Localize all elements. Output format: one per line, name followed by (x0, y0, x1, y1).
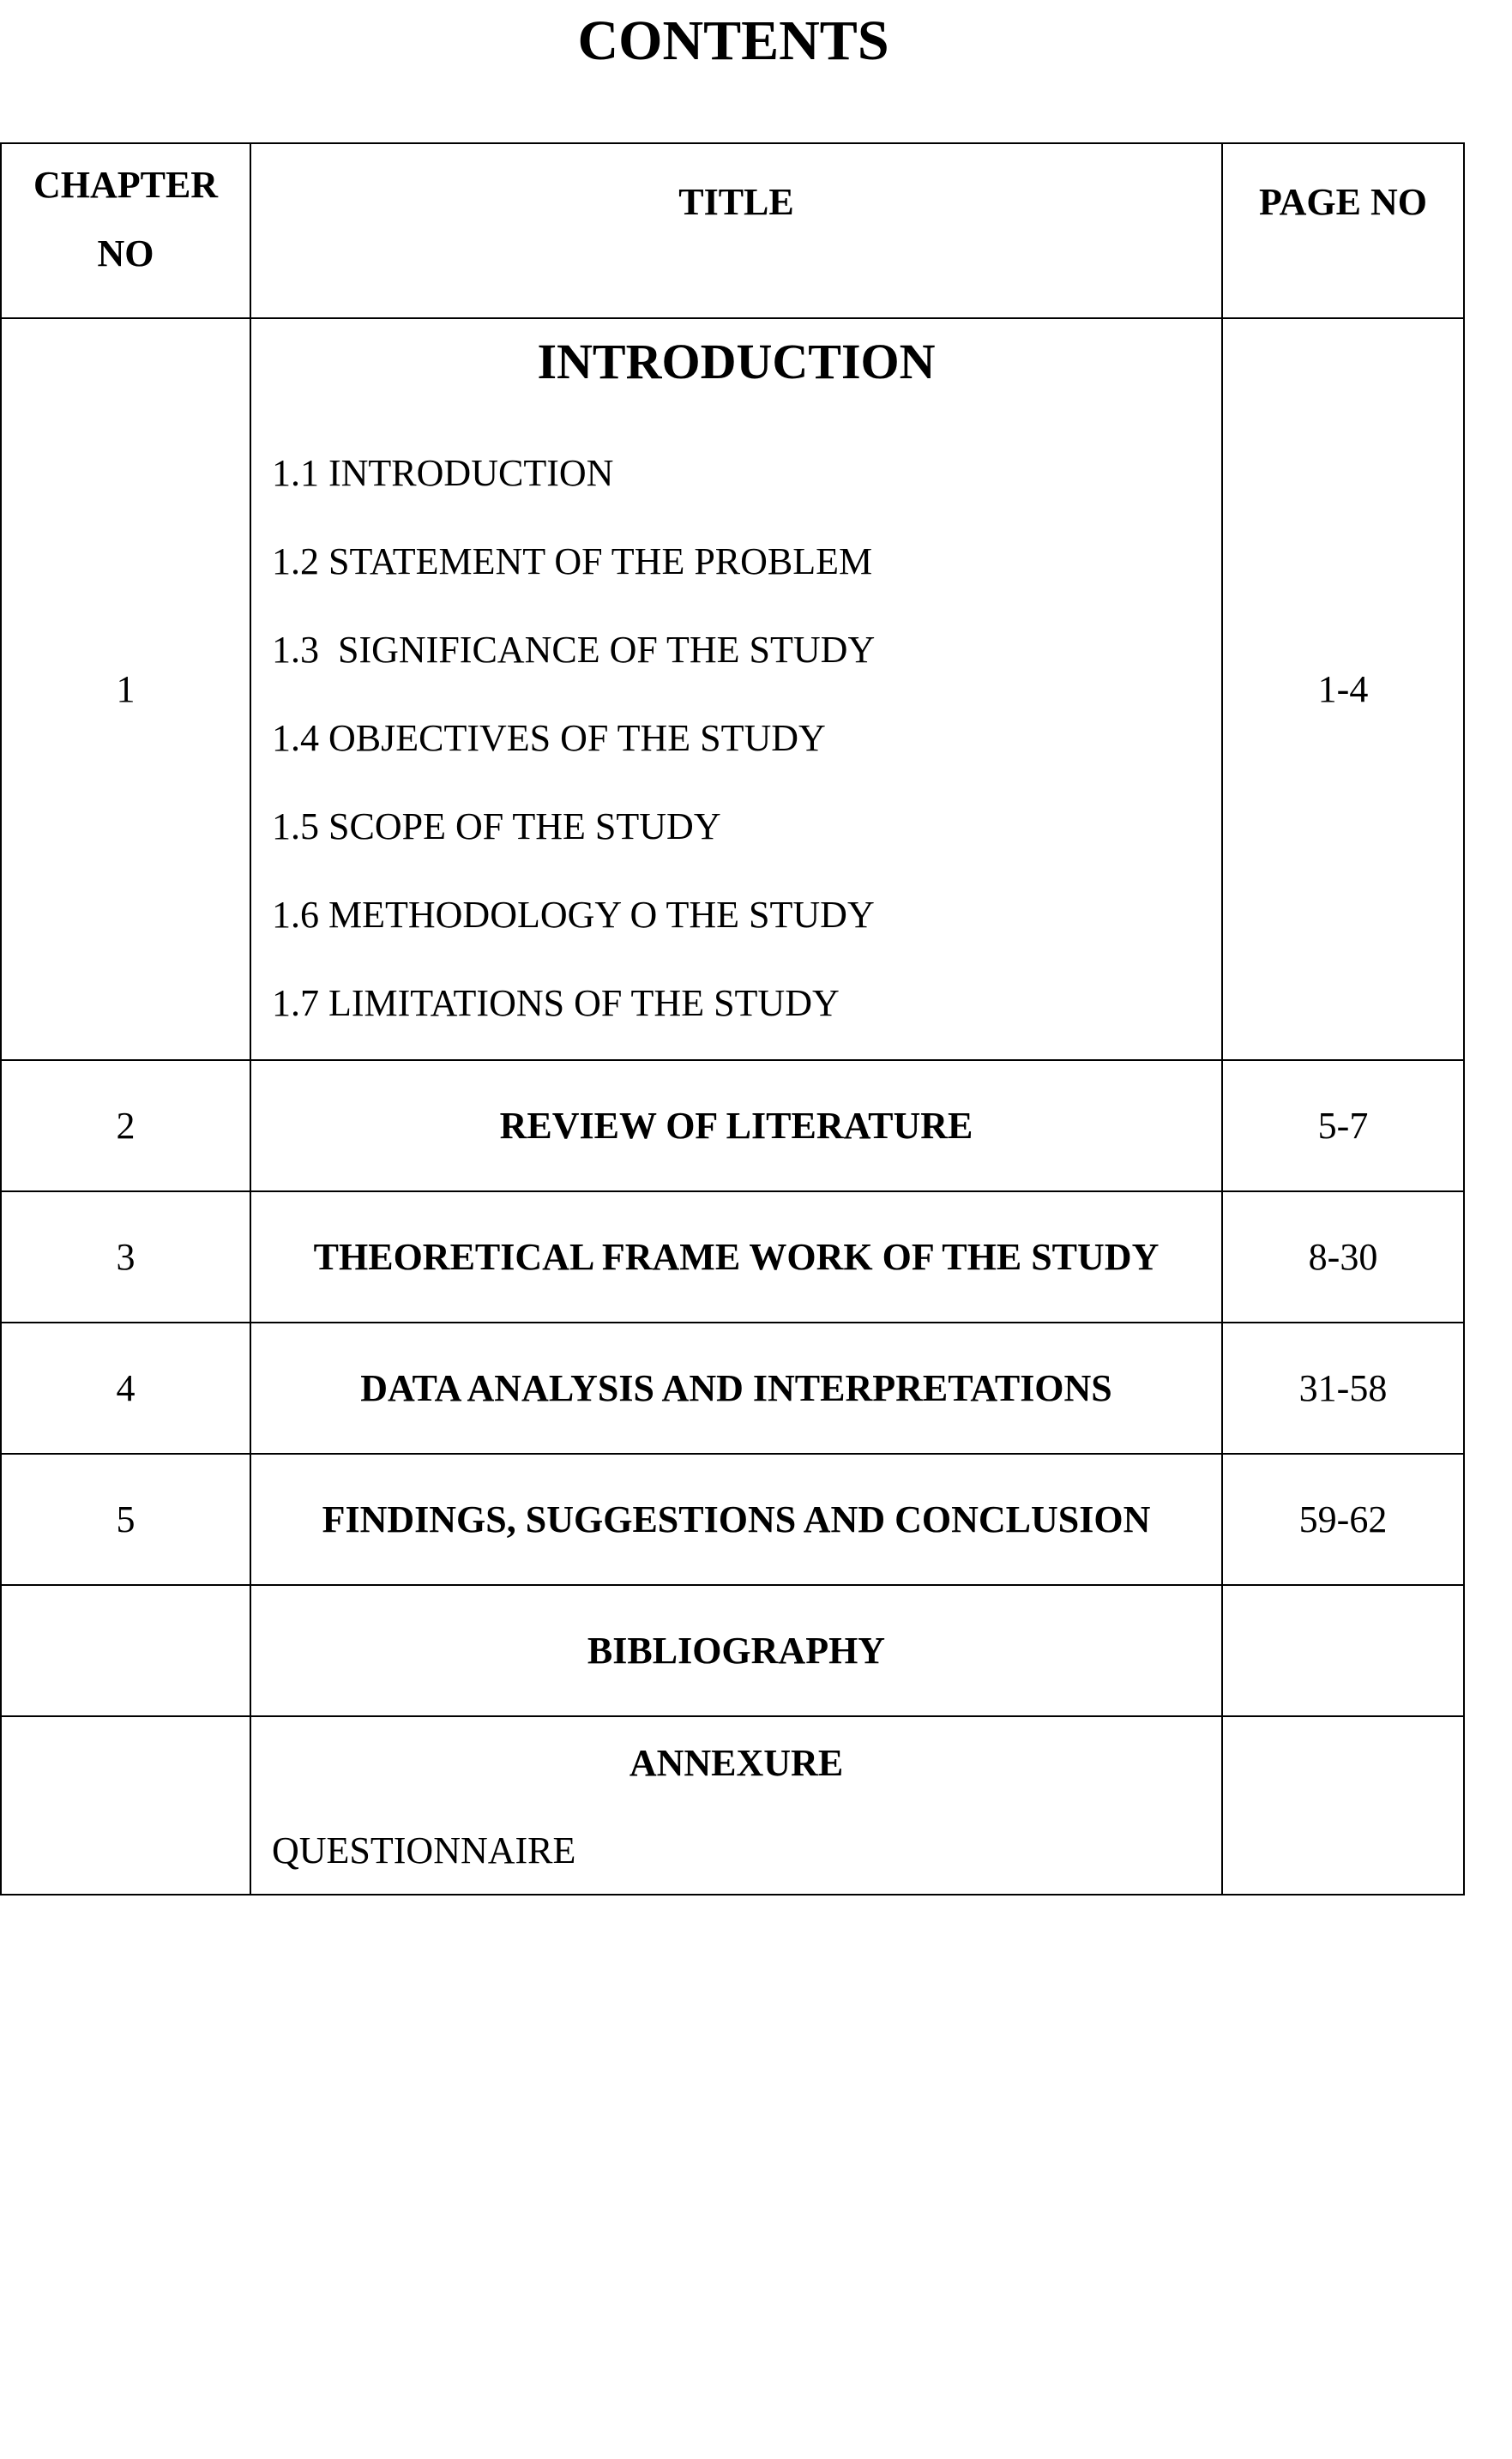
table-header-row (1, 143, 1464, 318)
table-row-bibliography (1, 1585, 1464, 1716)
chapter-title: THEORETICAL FRAME WORK OF THE STUDY (250, 1191, 1222, 1323)
section-item: 1.5 SCOPE OF THE STUDY (272, 805, 721, 847)
contents-table (0, 142, 1465, 1895)
header-chapter-line1: CHAPTER (33, 164, 219, 206)
section-item: 1.3 SIGNIFICANCE OF THE STUDY (272, 629, 876, 671)
chapter-number: 5 (1, 1454, 250, 1585)
page-range: 1-4 (1222, 318, 1464, 1060)
section-item: 1.4 OBJECTIVES OF THE STUDY (272, 717, 826, 759)
page-range: 8-30 (1222, 1191, 1464, 1323)
chapter-title: REVIEW OF LITERATURE (250, 1060, 1222, 1191)
section-item: 1.2 STATEMENT OF THE PROBLEM (272, 540, 873, 582)
page-range: 59-62 (1222, 1454, 1464, 1585)
header-page-no: PAGE NO (1222, 143, 1464, 318)
annexure-heading: ANNEXURE (629, 1742, 844, 1784)
table-row-chapter-2 (1, 1060, 1464, 1191)
header-chapter-line2: NO (97, 232, 154, 274)
chapter-title: FINDINGS, SUGGESTIONS AND CONCLUSION (250, 1454, 1222, 1585)
page-range (1222, 1585, 1464, 1716)
chapter-number: 2 (1, 1060, 250, 1191)
chapter-number (1, 1716, 250, 1895)
annexure-item: QUESTIONNAIRE (272, 1829, 576, 1871)
section-item: 1.7 LIMITATIONS OF THE STUDY (272, 982, 840, 1024)
section-item: 1.6 METHODOLOGY O THE STUDY (272, 894, 875, 936)
section-item: 1.1 INTRODUCTION (272, 452, 614, 494)
document-title: CONTENTS (577, 9, 889, 72)
section-list (272, 429, 1221, 1047)
table-row-chapter-3 (1, 1191, 1464, 1323)
page-range (1222, 1716, 1464, 1895)
page-range: 5-7 (1222, 1060, 1464, 1191)
header-chapter-no (1, 143, 250, 318)
table-row-annexure (1, 1716, 1464, 1895)
chapter-number: 1 (1, 318, 250, 1060)
table-row-chapter-1 (1, 318, 1464, 1060)
chapter-title: DATA ANALYSIS AND INTERPRETATIONS (250, 1323, 1222, 1454)
annexure-title-cell (250, 1716, 1222, 1895)
chapter-number: 3 (1, 1191, 250, 1323)
chapter-title-cell (250, 318, 1222, 1060)
table-row-chapter-5 (1, 1454, 1464, 1585)
chapter-number (1, 1585, 250, 1716)
chapter-number: 4 (1, 1323, 250, 1454)
bibliography-title: BIBLIOGRAPHY (250, 1585, 1222, 1716)
header-title: TITLE (250, 143, 1222, 318)
table-row-chapter-4 (1, 1323, 1464, 1454)
page-range: 31-58 (1222, 1323, 1464, 1454)
chapter-heading: INTRODUCTION (537, 334, 936, 389)
